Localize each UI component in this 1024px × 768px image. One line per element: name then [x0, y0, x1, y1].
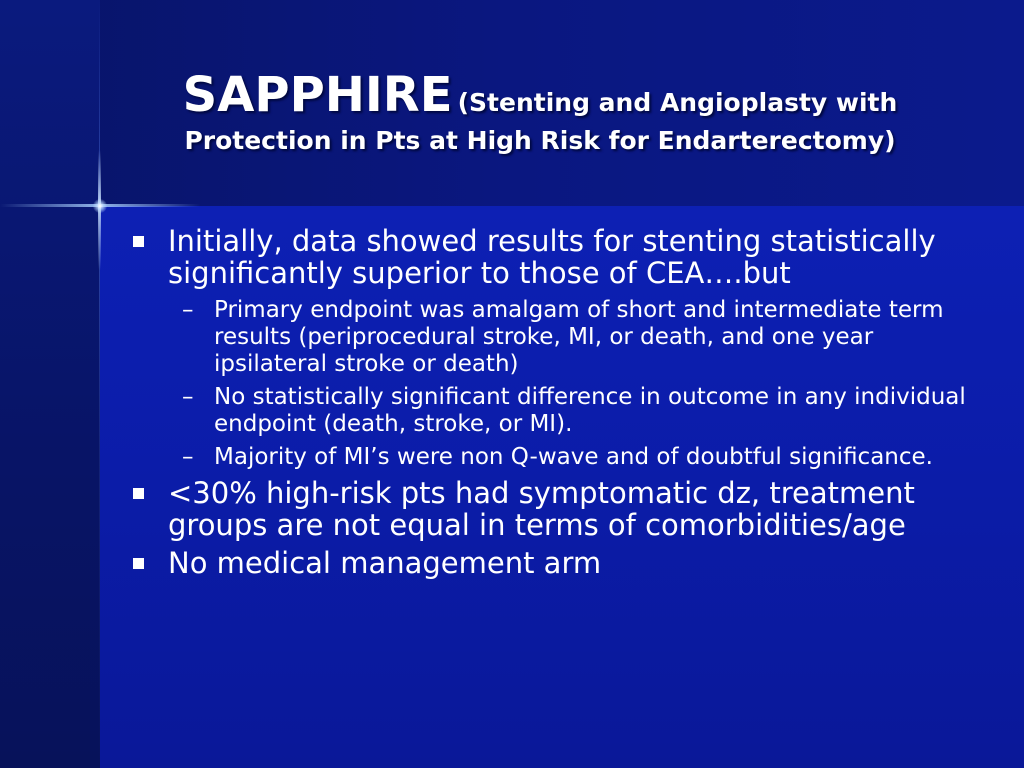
bullet-text: No medical management arm — [168, 546, 602, 580]
sub-bullet-item — [130, 384, 990, 438]
square-bullet-icon — [133, 236, 144, 247]
left-band — [0, 0, 100, 768]
slide-title — [110, 68, 970, 156]
sub-bullet-item — [130, 444, 990, 471]
dash-bullet-icon: – — [182, 384, 194, 410]
bullet-item — [130, 225, 990, 289]
sub-bullet-text: Primary endpoint was amalgam of short and intermediate term results (periprocedural stroke, MI, or death, and one year ipsilateral stroke or death) — [214, 297, 944, 377]
sub-bullet-item — [130, 297, 990, 378]
sub-bullet-text: Majority of MI’s were non Q-wave and of doubtful significance. — [214, 444, 933, 470]
light-flare-icon — [93, 199, 107, 213]
sub-bullet-list — [130, 297, 990, 471]
bullet-item — [130, 477, 990, 541]
title-main: SAPPHIRE — [182, 67, 453, 123]
bullet-text: <30% high-risk pts had symptomatic dz, treatment groups are not equal in terms of comorbidities/age — [168, 476, 915, 542]
bullet-list — [130, 225, 990, 585]
title-subtitle-line1: (Stenting and Angioplasty with — [457, 88, 898, 117]
vertical-light-line — [99, 0, 100, 768]
bullet-text: Initially, data showed results for stenting statistically significantly superior to those of CEA….but — [168, 224, 936, 290]
bullet-item — [130, 547, 990, 579]
title-subtitle-line2: Protection in Pts at High Risk for Endarterectomy) — [184, 126, 896, 156]
sub-bullet-text: No statistically significant difference in outcome in any individual endpoint (death, stroke, or MI). — [214, 384, 966, 437]
square-bullet-icon — [133, 558, 144, 569]
dash-bullet-icon: – — [182, 297, 194, 323]
dash-bullet-icon: – — [182, 444, 194, 470]
square-bullet-icon — [133, 488, 144, 499]
